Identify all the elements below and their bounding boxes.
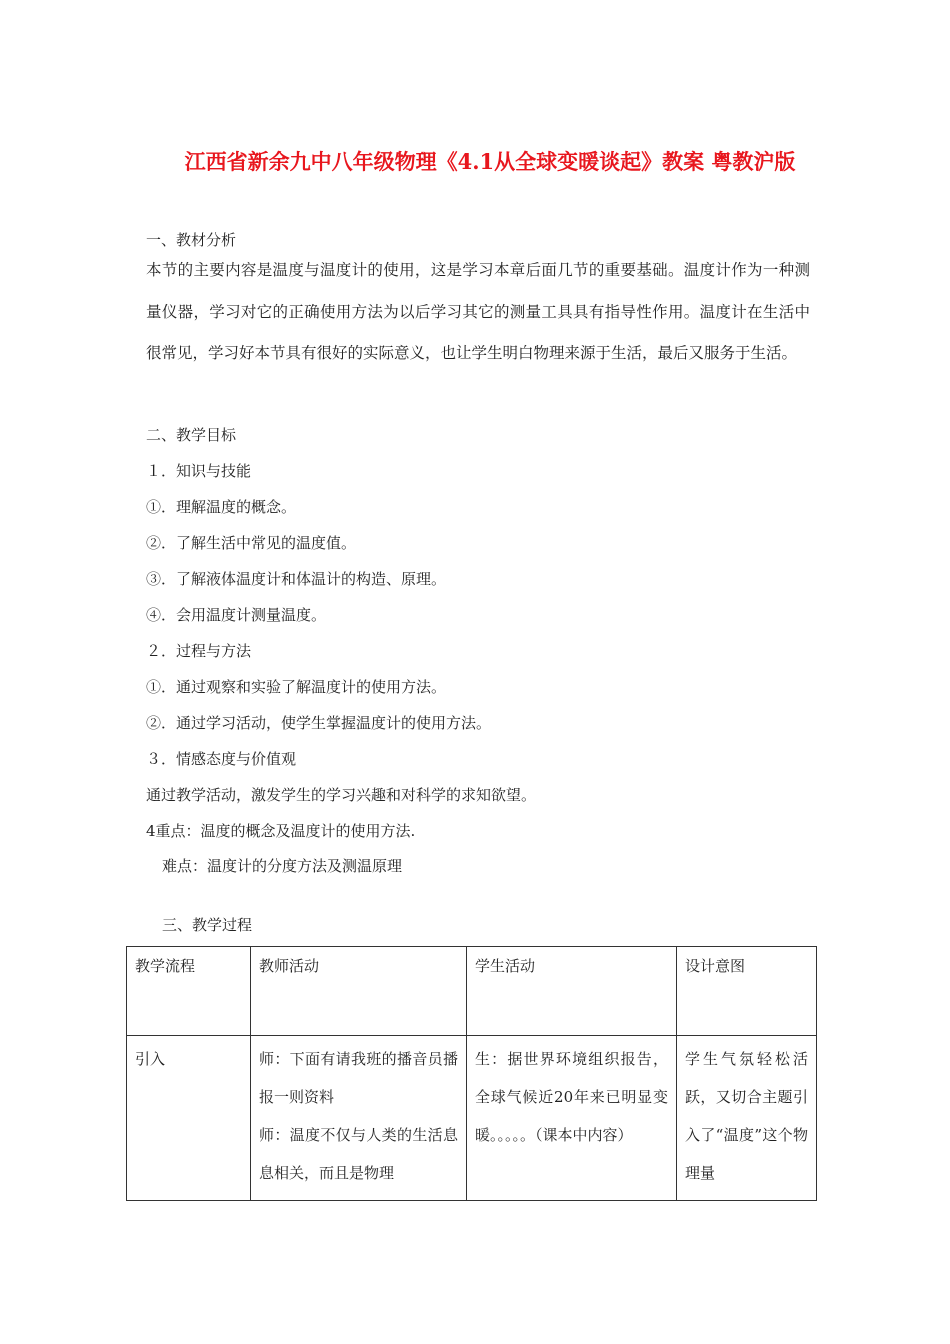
section-heading-process: 三、教学过程 [162,916,253,934]
table-header-row [127,947,817,1036]
table-header-cell: 学生活动 [467,947,677,1036]
table-header-cell: 设计意图 [677,947,817,1036]
table-row [127,1036,817,1201]
section-heading-analysis: 一、教材分析 [146,231,237,249]
list-item: ③．了解液体温度计和体温计的构造、原理。 [146,570,447,588]
table-cell-stage: 引入 [127,1036,251,1201]
section-heading-objectives: 二、教学目标 [146,426,237,444]
teaching-process-table [126,946,817,1201]
subheading-process: ２．过程与方法 [146,642,252,660]
table-cell-teacher [251,1036,467,1201]
subheading-attitude: ３．情感态度与价值观 [146,750,297,768]
teacher-activity-line: 师：下面有请我班的播音员播报一则资料 [259,1050,458,1106]
table-header-cell: 教师活动 [251,947,467,1036]
key-points: 4重点：温度的概念及温度计的使用方法. [146,822,416,840]
list-item: ①．理解温度的概念。 [146,498,297,516]
subheading-knowledge: １．知识与技能 [146,462,252,480]
table-header-cell: 教学流程 [127,947,251,1036]
document-title: 江西省新余九中八年级物理《4.1从全球变暖谈起》教案 粤教沪版 [184,149,796,174]
list-item: ④．会用温度计测量温度。 [146,606,327,624]
list-item: ②．了解生活中常见的温度值。 [146,534,357,552]
attitude-text: 通过教学活动，激发学生的学习兴趣和对科学的求知欲望。 [146,786,537,804]
list-item: ②．通过学习活动，使学生掌握温度计的使用方法。 [146,714,492,732]
table-cell-intent: 学生气氛轻松活跃，又切合主题引入了“温度”这个物理量 [677,1036,817,1201]
analysis-paragraph: 本节的主要内容是温度与温度计的使用，这是学习本章后面几节的重要基础。温度计作为一种测量仪器，学习对它的正确使用方法为以后学习其它的测量工具具有指导性作用。温度计在生活中很常见，学习好本节具有很好的实际意义，也让学生明白物理来源于生活，最后又服务于生活。 [146,261,810,362]
list-item: ①．通过观察和实验了解温度计的使用方法。 [146,678,447,696]
difficult-points: 难点：温度计的分度方法及测温原理 [162,857,403,875]
teacher-activity-line: 师：温度不仅与人类的生活息息相关，而且是物理 [259,1126,458,1182]
table-cell-student: 生：据世界环境组织报告，全球气候近20年来已明显变暖。。。。。（课本中内容） [467,1036,677,1201]
